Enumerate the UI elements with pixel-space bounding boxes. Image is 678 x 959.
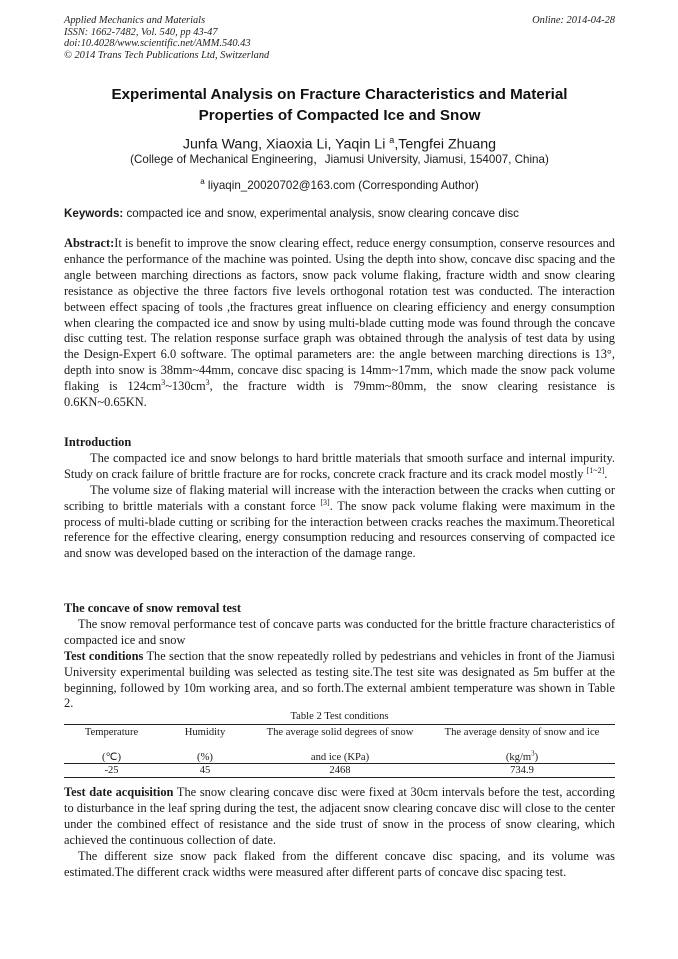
table-header-row-2 — [64, 749, 615, 764]
test-conditions-paragraph — [64, 649, 615, 713]
acquisition-text: The snow clearing concave disc were fixed at 30cm intervals before the test, according to disturbance in the leaf spring during the test, the adjacent snow clearing concave disc will close to the center under the combined effect of resistance and the side trust of snow in the process of snow clearing, which achieved the continuous collection of date. — [64, 785, 615, 847]
keywords-label: Keywords: — [64, 207, 124, 220]
copyright-line: © 2014 Trans Tech Publications Ltd, Switzerland — [64, 49, 270, 61]
intro-p1-citation: [1~2] — [586, 465, 605, 475]
journal-header — [64, 15, 615, 61]
table-caption: Table 2 Test conditions — [290, 711, 389, 722]
test-conditions-label: Test conditions — [64, 648, 144, 663]
title-line-2: Properties of Compacted Ice and Snow — [198, 107, 481, 124]
table-header-cell: Temperature — [64, 725, 159, 750]
table-cell: -25 — [64, 764, 159, 778]
introduction-heading: Introduction — [64, 435, 132, 449]
email-text: liyaqin_20020702@163.com (Corresponding Author) — [204, 178, 479, 192]
abstract-label: Abstract: — [64, 236, 115, 250]
intro-paragraph-2 — [64, 483, 615, 563]
intro-p2-text-b: . The snow pack volume flaking were maximum in the process of multi-blade cutting or scribing for the interaction between cracks reaches the maximum.Theoretical reference for the effective clearing, energy consumption reducing and resources conserving of compacted ice and snow was developed based on the interaction of the damage range. — [64, 498, 615, 561]
table-header-cell — [429, 749, 615, 764]
corresponding-email — [64, 174, 615, 193]
table-header-cell: The average density of snow and ice — [429, 725, 615, 750]
density-unit-close: ) — [534, 752, 539, 763]
concave-heading: The concave of snow removal test — [64, 601, 241, 615]
keywords — [64, 206, 615, 221]
test-conditions-table — [64, 724, 615, 778]
table-cell: 45 — [159, 764, 251, 778]
authors-post: ,Tengfei Zhuang — [394, 136, 497, 153]
intro-p2-citation: [3] — [320, 497, 330, 507]
paper-title — [64, 84, 615, 126]
abstract-text-b: ~130cm — [165, 379, 206, 394]
table-header-cell: and ice (KPa) — [251, 749, 429, 764]
affiliation: (College of Mechanical Engineering，Jiamusi University, Jiamusi, 154007, China) — [130, 153, 549, 166]
table-cell: 2468 — [251, 764, 429, 778]
intro-p1-end: . — [604, 466, 608, 481]
final-paragraph: The different size snow pack flaked from the different concave disc spacing, and its volume was estimated.The different crack widths were measured after different parts of concave disc spacing test. — [64, 848, 615, 879]
authors-pre: Junfa Wang, Xiaoxia Li, Yaqin Li — [182, 136, 390, 153]
abstract-text-c: , the fracture width is 79mm~80mm, the snow clearing resistance is 0.6KN~0.65KN. — [64, 379, 615, 410]
acquisition-section — [64, 785, 615, 880]
doi-line: doi:10.4028/www.scientific.net/AMM.540.43 — [64, 38, 251, 50]
intro-p2-text-a: The volume size of flaking material will increase with the interaction between the cracks when cutting or scribing to brittle materials with a constant force — [64, 482, 615, 513]
abstract-sup-2: 3 — [205, 378, 210, 388]
concave-paragraph: The snow removal performance test of concave parts was conducted for the brittle fracture characteristics of compacted ice and snow — [64, 616, 615, 647]
acquisition-paragraph — [64, 785, 615, 849]
table-header-cell: The average solid degrees of snow — [251, 725, 429, 750]
journal-name: Applied Mechanics and Materials — [64, 15, 206, 26]
table-header-cell: (%) — [159, 749, 251, 764]
intro-paragraph-1 — [64, 451, 615, 483]
keywords-text: compacted ice and snow, experimental analysis, snow clearing concave disc — [123, 207, 519, 220]
abstract-text-a: It is benefit to improve the snow clearing effect, reduce energy consumption, conserve resources and enhance the performance of the machine was pointed. Using the depth into show, concave disc spacing and the angle between marching directions as factors, snow pack volume flaking, fracture width and snow clearing resistance as objective the three factors five levels orthogonal rotation test was conducted. The interaction between effect spacing of tools ,the fractures great influence on clearing efficiency and energy consumption when clearing the compacted ice and snow by using multi-blade cutting mode was found through the concave disc cutting test. The relation response surface graph was obtained through the analysis of test data by using the Design-Expert 6.0 software. The optimal parameters are: the angle between marching directions is 13°, depth into snow is 38mm~44mm, concave disc spacing is 14mm~17mm, which made the snow pack volume flaking is 124cm — [64, 236, 615, 394]
density-unit: (kg/m — [505, 752, 532, 763]
acquisition-label: Test date acquisition — [64, 785, 174, 799]
test-conditions-text: The section that the snow repeatedly rolled by pedestrians and vehicles in front of the Jiamusi University experimental building was selected as testing site.The test site was designated as 5m buffer at the beginning, followed by 10m working area, and so forth.The external ambient temperature was shown in Table 2. — [64, 648, 616, 711]
introduction-section — [64, 435, 615, 562]
table-header-row-1 — [64, 725, 615, 750]
abstract — [64, 236, 615, 411]
table-header-cell: Humidity — [159, 725, 251, 750]
table-cell: 734.9 — [429, 764, 615, 778]
email-mark: a — [200, 177, 205, 186]
table-row — [64, 764, 615, 778]
issn-line: ISSN: 1662-7482, Vol. 540, pp 43-47 — [64, 26, 218, 38]
density-unit-sup: 3 — [531, 749, 535, 758]
abstract-sup-1: 3 — [161, 378, 166, 388]
title-line-1: Experimental Analysis on Fracture Characteristics and Material — [111, 86, 568, 103]
author-affil-mark: a — [389, 135, 395, 145]
concave-section — [64, 601, 615, 712]
online-date: Online: 2014-04-28 — [532, 15, 615, 26]
author-list — [64, 131, 615, 154]
table-header-cell: (℃) — [64, 749, 159, 764]
intro-p1-text: The compacted ice and snow belongs to hard brittle materials that smooth surface and internal impurity. Study on crack failure of brittle fracture are for rocks, concrete crack fracture and its crack model mostly — [64, 450, 615, 481]
